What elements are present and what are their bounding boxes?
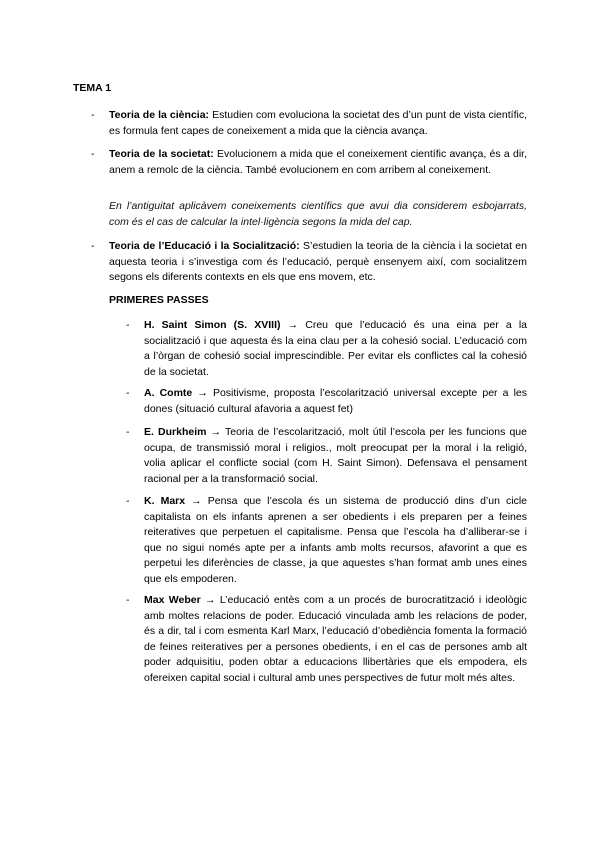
author-name: A. Comte xyxy=(144,387,193,399)
author-text: → Creu que l’educació és una eina per a la socialització i que aquesta és la eina clau per a la cohesió social. L’educació com a l’òrgan de cohesió social imprescindible. Per evitar els conflictes cal la cohesió de la societat. xyxy=(144,319,527,378)
list-bullet: - xyxy=(91,240,95,252)
item-label: Teoria de la societat: xyxy=(109,148,214,160)
item-label: Teoria de l’Educació i la Socialització: xyxy=(109,240,300,252)
item-text: S’estudien la teoria de la ciència i la societat en aquesta teoria i s’investiga com és l’educació, perquè ensenyem així, com socialitzem segons els diferents contexts en els que ens movem, etc. xyxy=(109,240,527,283)
author-item-marx xyxy=(144,494,527,587)
author-text: → Teoria de l’escolarització, molt útil l’escola per les funcions que ocupa, de transmissió moral i religios., molt preocupat per la moral i la religió, volia aplicar el conflicte social (com H. Saint Simon). Defensava el pensament racional per a la transformació social. xyxy=(144,426,527,485)
author-name: E. Durkheim xyxy=(144,426,207,438)
author-text: → L’educació entès com a un procés de burocratització i ideològic amb moltes relacions de poder. Educació vinculada amb les relacions de poder, és a dir, tal i com esmenta Karl Marx, l’educació d’obediència fomenta la formació de feines reiteratives per a persones obedients, i en el cas de persones amb alt poder adquisitiu, poden obtar a educacions llibertàries que els empodera, els ofereixen capital social i cultural amb unes perspectives de futur molt més altes. xyxy=(144,594,527,684)
list-item-teoria-educacio xyxy=(109,239,527,286)
author-name: H. Saint Simon (S. XVIII) xyxy=(144,319,281,331)
list-bullet: - xyxy=(126,387,130,399)
list-bullet: - xyxy=(126,495,130,507)
list-bullet: - xyxy=(126,594,130,606)
list-bullet: - xyxy=(91,148,95,160)
author-text: → Positivisme, proposta l’escolarització universal excepte per a les dones (situació cultural afavoria a aquest fet) xyxy=(144,387,527,415)
author-item-comte xyxy=(144,386,527,417)
list-bullet: - xyxy=(91,109,95,121)
author-text: → Pensa que l’escola és un sistema de producció dins d’un cicle capitalista on els infants aprenen a ser obedients i els preparen per a feines reiteratives que perpetuen el capitalisme. Pensa que l’escola ha d’alliberar-se i que no sigui només apte per a infants amb molts recursos, afavorint a que es perpetui les diferències de classe, ja que aquestes s’han format amb unes eines que els empoderen. xyxy=(144,495,527,585)
item-text: Estudien com evoluciona la societat des d’un punt de vista científic, es formula fent capes de coneixement a mida que la ciència avança. xyxy=(109,109,527,137)
author-item-durkheim xyxy=(144,425,527,487)
list-item-teoria-ciencia xyxy=(109,108,527,139)
item-text: Evolucionem a mida que el coneixement científic avança, és a dir, anem a remolc de la ciència. També evolucionem en com arribem al coneixement. xyxy=(109,148,527,176)
list-item-teoria-societat xyxy=(109,147,527,178)
italic-note: En l’antiguitat aplicàvem coneixements científics que avui dia considerem esbojarrats, com és el cas de calcular la intel·ligència segons la mida del cap. xyxy=(109,200,527,228)
author-item-saint-simon xyxy=(144,318,527,380)
list-bullet: - xyxy=(126,426,130,438)
page-heading: TEMA 1 xyxy=(73,82,112,94)
author-name: Max Weber xyxy=(144,594,201,606)
item-label: Teoria de la ciència: xyxy=(109,109,210,121)
subheading-primeres-passes: PRIMERES PASSES xyxy=(109,294,209,306)
list-bullet: - xyxy=(126,319,130,331)
author-name: K. Marx xyxy=(144,495,186,507)
author-item-weber xyxy=(144,593,527,686)
